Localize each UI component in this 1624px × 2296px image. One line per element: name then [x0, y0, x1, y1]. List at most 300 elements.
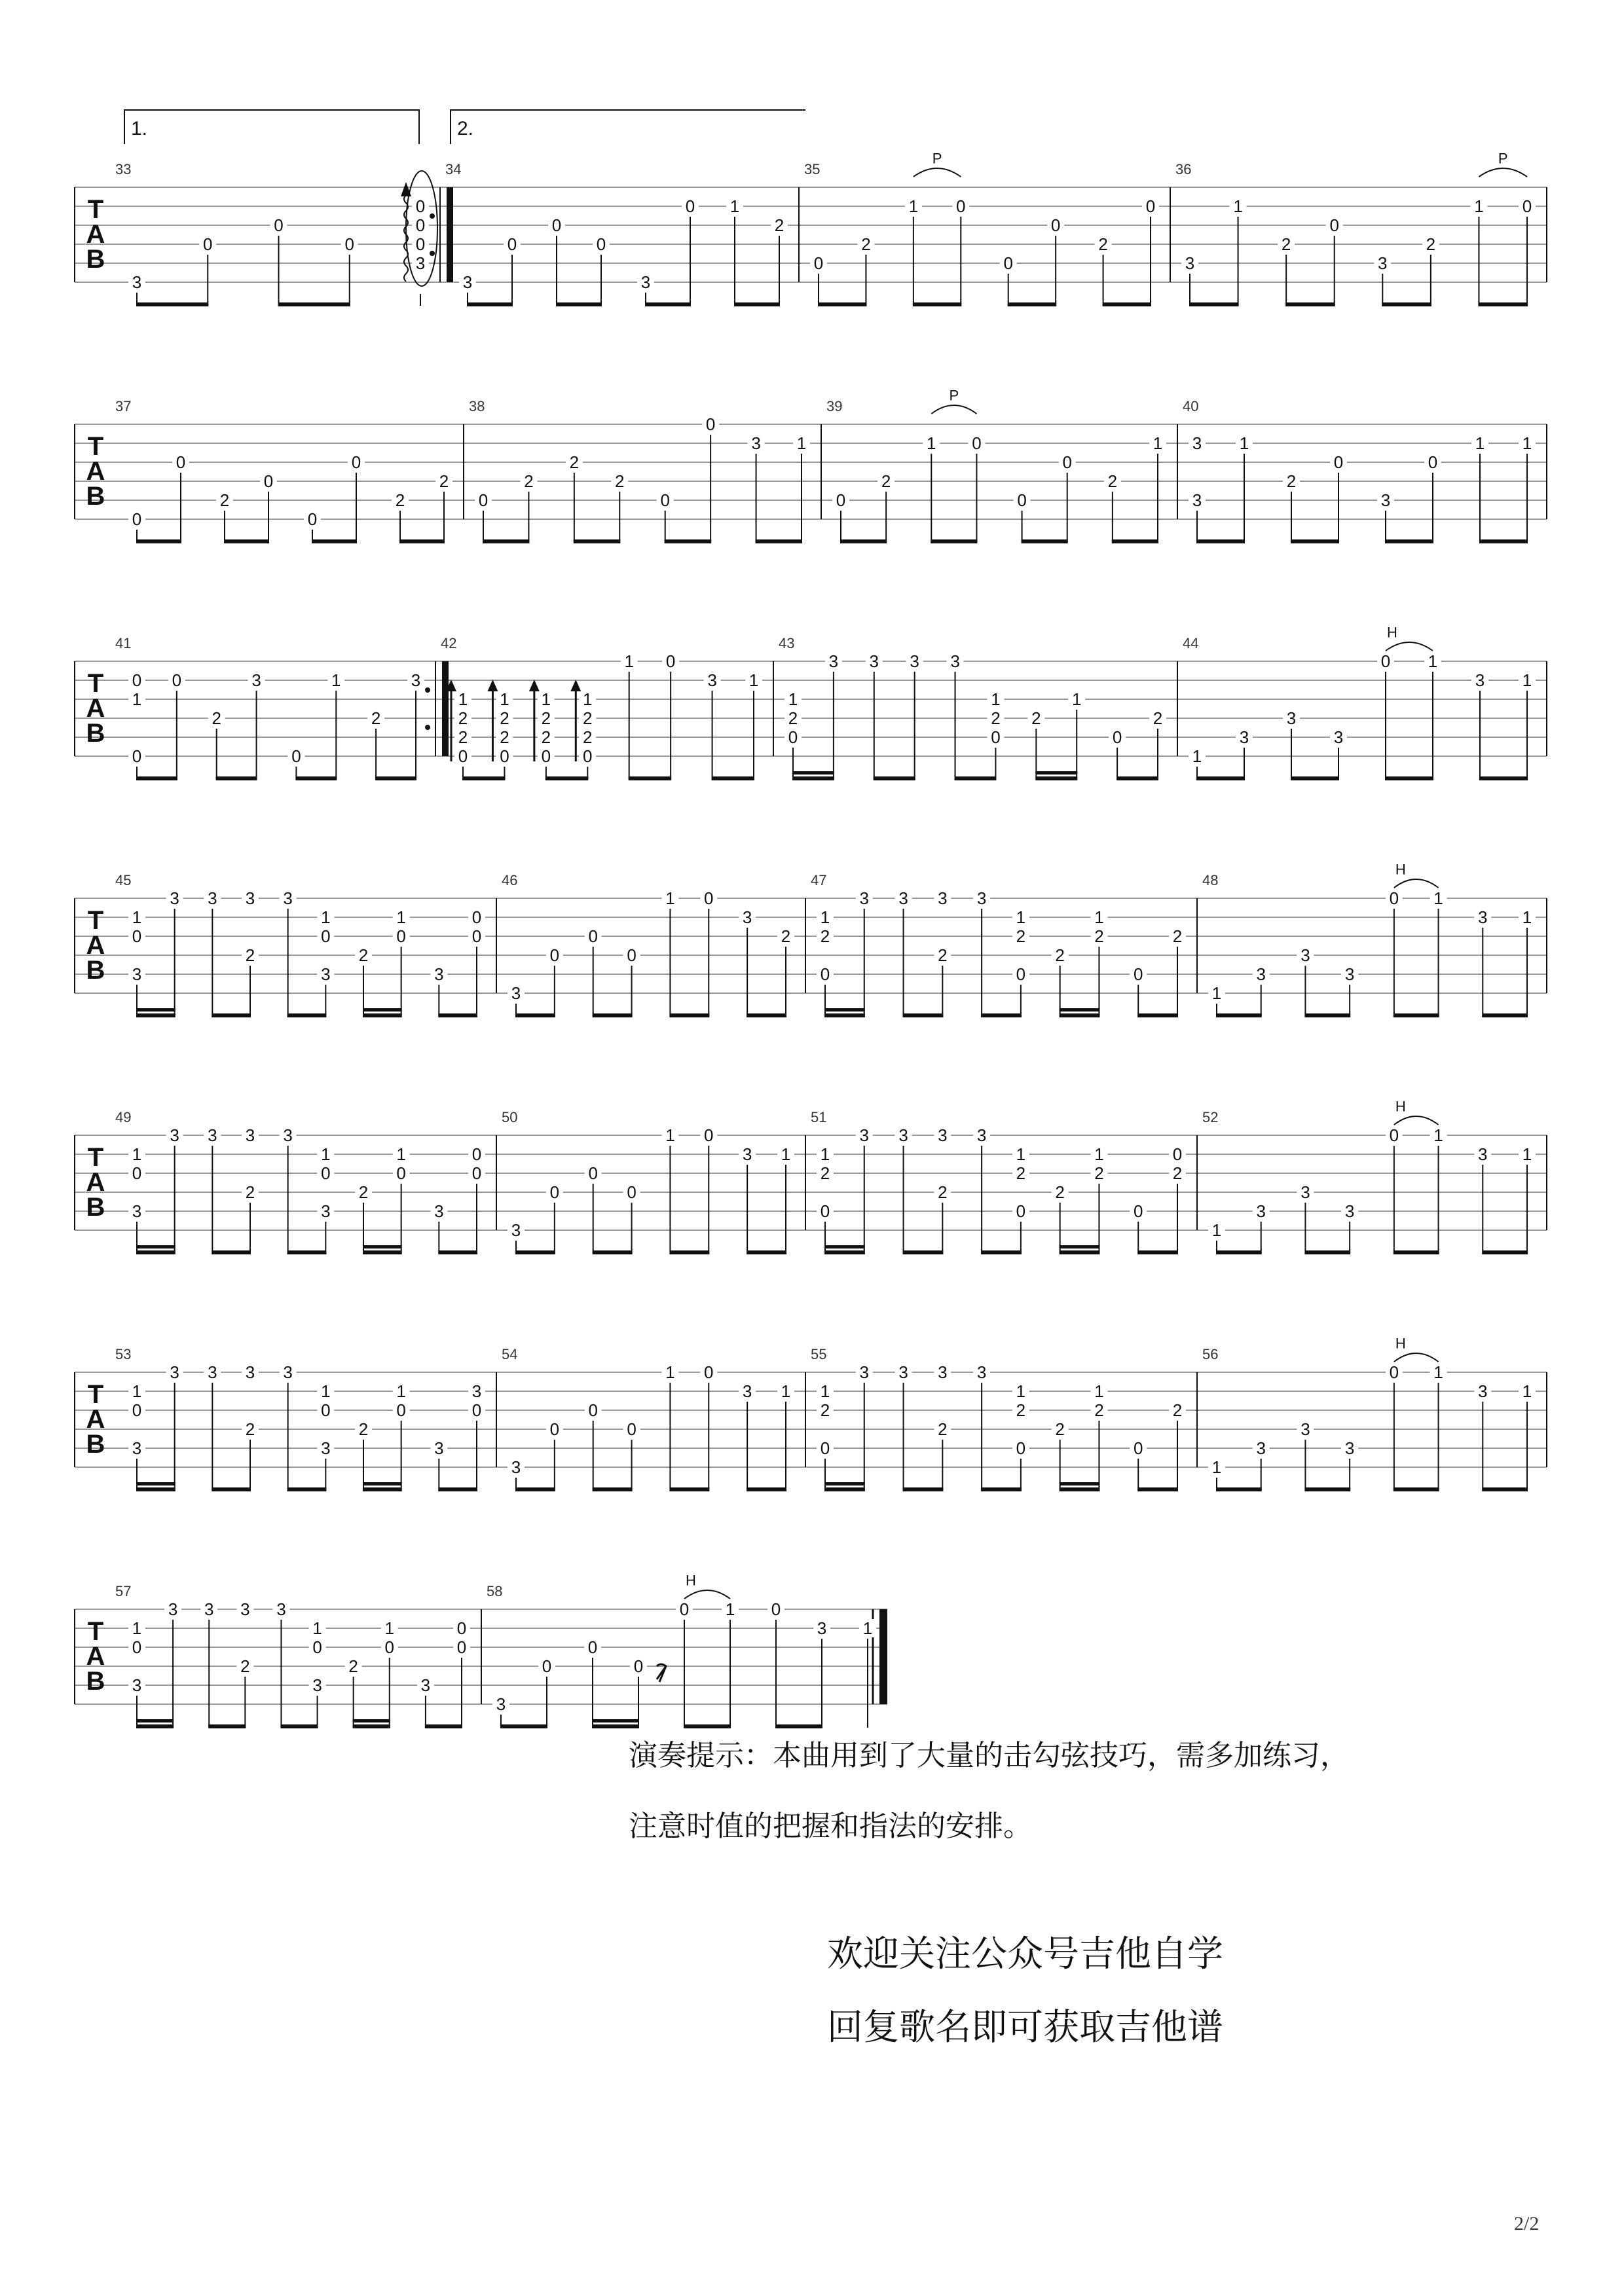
fret-number: 1 [1475, 433, 1485, 453]
fret-number: 1 [132, 1618, 142, 1638]
final-barline [879, 1609, 887, 1704]
fret-number: 0 [820, 964, 830, 984]
beat [777, 1381, 794, 1491]
fret-number: 0 [541, 746, 551, 766]
beat [287, 746, 304, 780]
beam [747, 1487, 786, 1491]
fret-number: 3 [511, 1457, 521, 1477]
beat [1519, 1381, 1536, 1491]
fret-number: 3 [132, 1438, 142, 1458]
beat [1090, 1144, 1107, 1254]
beat [548, 215, 565, 306]
beat [1253, 1438, 1270, 1491]
measure [1202, 1099, 1547, 1255]
fret-number: 3 [283, 888, 293, 908]
beat [1181, 253, 1198, 306]
fret-number: 0 [588, 1400, 598, 1420]
fret-number: 3 [1380, 490, 1391, 510]
beat [722, 1599, 739, 1728]
fret-number: 0 [203, 234, 213, 254]
beam [1304, 1013, 1350, 1017]
fret-number: 3 [208, 1362, 217, 1382]
beam [669, 1250, 709, 1254]
fret-number: 1 [820, 1144, 830, 1164]
fret-number: 1 [1433, 1362, 1443, 1382]
fret-number: 0 [291, 746, 301, 766]
fret-number: 3 [869, 651, 879, 671]
fret-number: 2 [1055, 1182, 1065, 1202]
fret-number: 0 [665, 651, 676, 671]
fret-number: 3 [1344, 964, 1355, 984]
beam [1479, 539, 1528, 543]
beam [287, 1487, 327, 1491]
beam [1060, 1250, 1100, 1254]
beam [981, 1013, 1022, 1017]
fret-number: 2 [1098, 234, 1108, 254]
beat [952, 196, 969, 306]
beat [242, 1125, 259, 1254]
beat [204, 1125, 221, 1254]
fret-number: 0 [1016, 1438, 1026, 1458]
beat [662, 651, 679, 780]
beat [1519, 670, 1536, 780]
beam [1304, 1487, 1350, 1491]
fret-number: 2 [458, 727, 468, 747]
fret-number: 3 [976, 888, 987, 908]
fret-number: 3 [1185, 253, 1195, 273]
beam-16th [136, 1008, 175, 1011]
beat [216, 490, 233, 543]
fret-number: 0 [549, 1419, 560, 1439]
beat [817, 1144, 834, 1254]
beam [931, 539, 977, 543]
beat [1208, 983, 1225, 1017]
beat [1189, 746, 1206, 780]
beat [260, 471, 277, 543]
measure [502, 872, 805, 1017]
beam [212, 1487, 251, 1491]
fret-number: 2 [1094, 926, 1104, 946]
fret-number: 0 [471, 926, 482, 946]
fret-number: 3 [132, 1201, 142, 1221]
beam [425, 1724, 462, 1728]
fret-number: 1 [583, 689, 593, 709]
beat [1374, 253, 1391, 306]
fret-number: 3 [168, 1599, 178, 1619]
beat [355, 1182, 372, 1254]
measure-number: 39 [826, 398, 843, 414]
beat [767, 1599, 784, 1728]
measure [469, 398, 821, 543]
rest-symbol [657, 1664, 666, 1682]
beat [584, 1637, 601, 1728]
fret-number: 0 [588, 926, 598, 946]
beam [629, 776, 671, 780]
beam-16th [353, 1719, 390, 1722]
beam [1035, 776, 1077, 780]
fret-number: 2 [212, 708, 221, 728]
tab-clef-letter: T [87, 906, 104, 935]
arpeggio-up-arrow [529, 680, 540, 691]
beat [1377, 490, 1394, 543]
beam [136, 1487, 175, 1491]
fret-number: 0 [507, 234, 517, 254]
beat [1068, 689, 1085, 780]
beat [1330, 727, 1347, 780]
beat [341, 234, 358, 306]
beat [1130, 1438, 1147, 1491]
beat [661, 888, 678, 1017]
fret-number: 0 [1016, 964, 1026, 984]
beam [645, 302, 691, 306]
beat [1422, 234, 1439, 306]
measure [115, 1109, 496, 1254]
fret-number: 3 [312, 1675, 322, 1695]
beam [1008, 302, 1056, 306]
beat [367, 708, 384, 780]
tab-clef-letter: T [87, 1617, 104, 1646]
fret-number: 3 [1478, 907, 1488, 927]
measure-number: 43 [779, 635, 795, 651]
beat [128, 1144, 145, 1254]
beam [669, 1487, 709, 1491]
fret-number: 0 [415, 196, 426, 216]
fret-number: 0 [956, 196, 966, 216]
fret-number: 0 [1016, 1201, 1026, 1221]
fret-number: 2 [1286, 471, 1297, 491]
beam [1478, 302, 1528, 306]
beat [700, 1362, 717, 1491]
fret-number: 1 [396, 907, 406, 927]
fret-number: 0 [1428, 452, 1438, 472]
measure-number: 35 [804, 161, 821, 177]
beat [166, 1125, 183, 1254]
fret-number: 1 [781, 1381, 791, 1401]
beat [1519, 907, 1536, 1017]
beat [585, 926, 602, 1017]
fret-number: 3 [976, 1125, 987, 1145]
beam [824, 1013, 865, 1017]
fret-number: 3 [1475, 670, 1485, 690]
beam [1304, 1250, 1350, 1254]
fret-number: 0 [588, 1163, 598, 1183]
tab-clef-letter: A [86, 1642, 105, 1671]
measure-number: 54 [502, 1346, 518, 1362]
fret-number: 0 [627, 1182, 637, 1202]
fret-number: 1 [384, 1618, 395, 1638]
fret-number: 1 [500, 689, 509, 709]
beam [1393, 1250, 1439, 1254]
beat [327, 670, 344, 780]
fret-number: 0 [132, 670, 142, 690]
beat [1047, 215, 1064, 306]
tab-system [75, 862, 1547, 1018]
beat [817, 907, 834, 1017]
fret-number: 0 [1112, 727, 1122, 747]
fret-number: 1 [665, 888, 675, 908]
fret-number: 2 [615, 471, 625, 491]
beat [726, 196, 743, 306]
beat [1090, 907, 1107, 1017]
fret-number: 2 [1031, 708, 1041, 728]
beat [453, 1618, 470, 1728]
fret-number: 0 [1389, 1125, 1399, 1145]
beat [1012, 1144, 1029, 1254]
beat [1341, 1438, 1358, 1491]
fret-number: 1 [665, 1362, 675, 1382]
beam [500, 1724, 547, 1728]
beat [661, 1125, 678, 1254]
fret-number: 1 [788, 689, 798, 709]
beat [504, 234, 521, 306]
beam [136, 1013, 175, 1017]
beam [1393, 1013, 1439, 1017]
beam [1291, 539, 1339, 543]
fret-number: 1 [1211, 1457, 1222, 1477]
tab-system [75, 151, 1547, 307]
beam [1216, 1013, 1262, 1017]
beat [475, 490, 492, 543]
fret-number: 0 [351, 452, 361, 472]
beat [128, 1618, 145, 1728]
fret-number: 0 [396, 1163, 406, 1183]
beat [1474, 1381, 1491, 1491]
fret-number: 3 [251, 670, 261, 690]
measure [115, 398, 464, 543]
tab-clef-letter: T [87, 432, 104, 461]
beam [363, 1487, 402, 1491]
fret-number: 2 [881, 471, 891, 491]
beam [756, 539, 802, 543]
fret-number: 3 [817, 1618, 827, 1638]
fret-number: 1 [796, 433, 807, 453]
beat [739, 1381, 756, 1491]
beat [468, 1381, 485, 1491]
beat [1130, 1201, 1147, 1254]
fret-number: 0 [415, 234, 426, 254]
tab-clef-letter: A [86, 1405, 105, 1434]
fret-number: 3 [132, 272, 142, 292]
beat [172, 452, 189, 543]
beam [545, 776, 588, 780]
fret-number: 0 [1145, 196, 1156, 216]
fret-number: 3 [976, 1362, 987, 1382]
fret-number: 2 [358, 1419, 369, 1439]
beat [520, 471, 537, 543]
fret-number: 0 [820, 1201, 830, 1221]
beam [353, 1724, 390, 1728]
fret-number: 3 [420, 1675, 431, 1695]
fret-number: 0 [633, 1656, 644, 1676]
beat [682, 196, 699, 306]
beat [487, 680, 513, 780]
fret-number: 2 [820, 1400, 830, 1420]
beat [468, 907, 485, 1017]
beat [1283, 471, 1300, 543]
fret-number: 2 [358, 1182, 369, 1202]
beat [435, 471, 452, 543]
beam [216, 776, 257, 780]
fret-number: 2 [788, 708, 798, 728]
measure [115, 1346, 496, 1491]
measure-number: 50 [502, 1109, 518, 1125]
beat [538, 1656, 555, 1728]
fret-number: 0 [456, 1618, 467, 1638]
beat [973, 888, 990, 1017]
fret-number: 3 [910, 651, 919, 671]
beat [973, 1362, 990, 1491]
beat [623, 1182, 640, 1254]
beat [817, 1381, 834, 1491]
beam [1137, 1250, 1178, 1254]
fret-number: 1 [541, 689, 551, 709]
fret-number: 3 [898, 1125, 908, 1145]
technique-label: H [1387, 624, 1397, 641]
technique-label: P [1498, 150, 1508, 167]
volta-bracket-1 [124, 110, 419, 144]
beam [375, 776, 416, 780]
beam [278, 302, 350, 306]
fret-number: 3 [511, 1220, 521, 1240]
beat [272, 1599, 289, 1728]
fret-number: 0 [788, 727, 798, 747]
beam [438, 1250, 477, 1254]
fret-number: 3 [1478, 1381, 1488, 1401]
beat [317, 1381, 334, 1491]
measure-number: 40 [1183, 398, 1199, 414]
measure-number: 53 [115, 1346, 132, 1362]
beat [1208, 1220, 1225, 1254]
fret-number: 2 [500, 708, 509, 728]
beat [1230, 196, 1247, 306]
beam-16th [1060, 1245, 1100, 1248]
fret-number: 3 [898, 888, 908, 908]
tab-clef-letter: B [86, 245, 105, 274]
beat [492, 1694, 509, 1728]
fret-number: 0 [263, 471, 274, 491]
fret-number: 0 [705, 414, 716, 434]
measure [811, 1346, 1197, 1491]
fret-number: 3 [170, 1125, 179, 1145]
fret-number: 2 [1172, 926, 1183, 946]
fret-number: 3 [434, 1438, 444, 1458]
fret-number: 0 [396, 926, 406, 946]
beat [280, 1125, 297, 1254]
beat [242, 888, 259, 1017]
beam [438, 1013, 477, 1017]
fret-number: 2 [240, 1656, 250, 1676]
fret-number: 3 [742, 907, 752, 927]
fret-number: 2 [781, 926, 791, 946]
fret-number: 3 [1344, 1438, 1355, 1458]
fret-number: 0 [1133, 1201, 1143, 1221]
beam [1060, 1013, 1100, 1017]
fret-number: 1 [1522, 433, 1532, 453]
beam [792, 776, 834, 780]
measure [115, 635, 435, 780]
beat [407, 670, 424, 780]
slur-arc [1479, 168, 1527, 177]
fret-number: 2 [245, 945, 255, 965]
beat [1012, 907, 1029, 1017]
fret-number: 3 [245, 888, 255, 908]
beat [248, 670, 265, 780]
fret-number: 3 [1192, 433, 1202, 453]
fret-number: 1 [665, 1125, 675, 1145]
fret-number: 1 [1016, 907, 1026, 927]
beam [1482, 1487, 1528, 1491]
measure [1183, 625, 1547, 781]
beam [747, 1250, 786, 1254]
beat [1297, 945, 1314, 1017]
beam [593, 1013, 633, 1017]
fret-number: 0 [1017, 490, 1027, 510]
fret-number: 1 [927, 433, 936, 453]
fret-number: 2 [1094, 1163, 1104, 1183]
fret-number: 0 [1329, 215, 1339, 235]
beat [1012, 1381, 1029, 1491]
beat [784, 689, 802, 780]
fret-number: 1 [820, 1381, 830, 1401]
beam [1137, 1013, 1178, 1017]
beat [585, 1400, 602, 1491]
beat [1278, 234, 1295, 306]
fret-number: 1 [1522, 1381, 1532, 1401]
beat [1236, 433, 1253, 543]
beat [355, 945, 372, 1017]
beam [747, 1013, 786, 1017]
beat [1090, 1381, 1107, 1491]
beam [136, 776, 177, 780]
fret-number: 2 [541, 727, 551, 747]
fret-number: 2 [861, 234, 871, 254]
slur-arc [931, 405, 976, 414]
fret-number: 2 [569, 452, 580, 472]
tab-clef-letter: B [86, 719, 105, 748]
beat [280, 888, 297, 1017]
technique-label: P [949, 387, 959, 404]
fret-number: 2 [395, 490, 405, 510]
fret-number: 0 [132, 509, 142, 529]
beam [593, 1250, 633, 1254]
fret-number: 2 [1172, 1163, 1183, 1183]
beat [832, 490, 849, 543]
performance-notes [629, 1721, 1598, 1862]
beat [987, 689, 1004, 780]
technique-label: H [1395, 1335, 1406, 1352]
beam [363, 1250, 402, 1254]
fret-number: 3 [1192, 490, 1202, 510]
measure-number: 38 [469, 398, 485, 414]
fret-number: 0 [587, 1637, 598, 1657]
beam [1112, 539, 1158, 543]
fret-number: 2 [245, 1419, 255, 1439]
beat [208, 708, 225, 780]
beat [430, 1201, 447, 1254]
beat [1208, 1457, 1225, 1491]
beat [1430, 1362, 1447, 1491]
beam [593, 1487, 633, 1491]
fret-number: 1 [1211, 1220, 1222, 1240]
fret-number: 0 [312, 1637, 322, 1657]
tab-system [75, 388, 1547, 544]
fret-number: 0 [456, 1637, 467, 1657]
fret-number: 1 [1016, 1144, 1026, 1164]
beam [824, 1250, 865, 1254]
beat [1052, 1419, 1069, 1491]
tab-clef-letter: B [86, 482, 105, 511]
beam [1189, 302, 1239, 306]
